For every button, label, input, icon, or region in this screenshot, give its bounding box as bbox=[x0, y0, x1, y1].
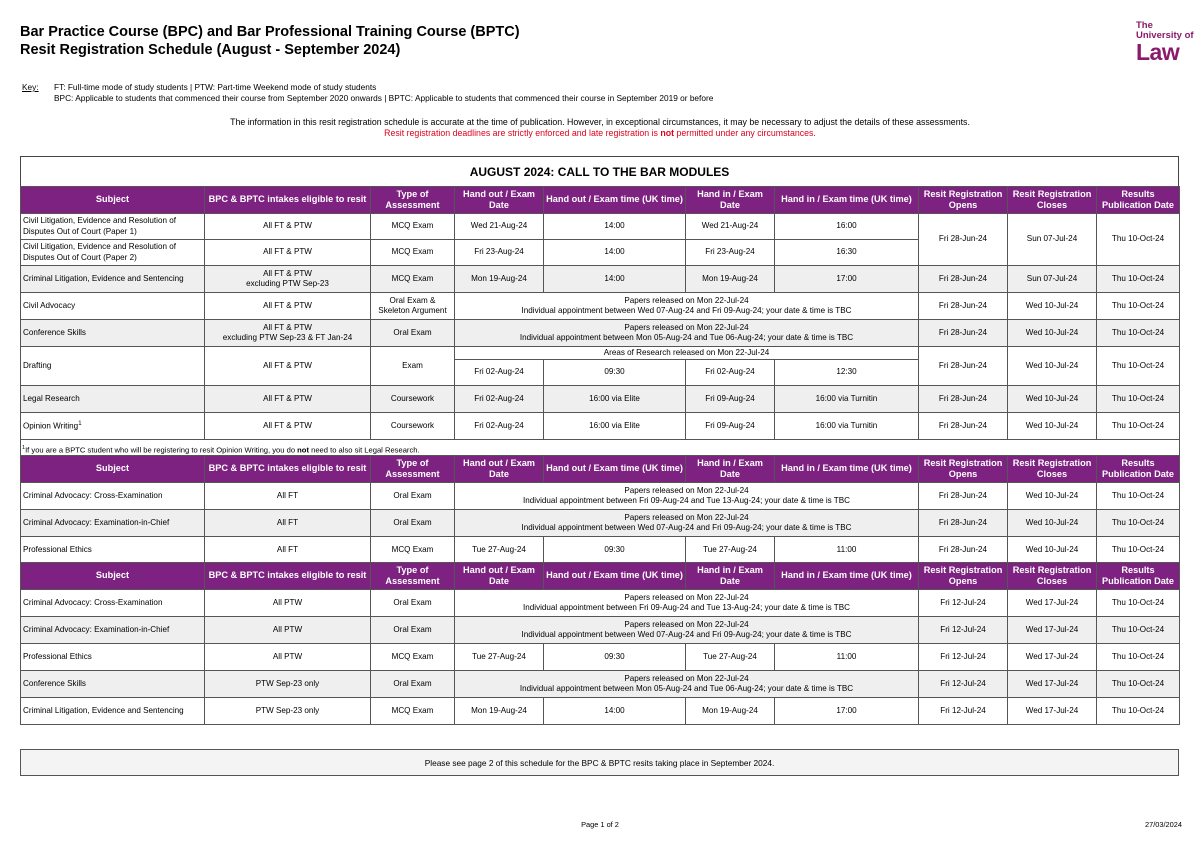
handin-date-cell: Tue 27-Aug-24 bbox=[686, 644, 775, 671]
subject-cell: Criminal Litigation, Evidence and Sentencing bbox=[21, 266, 205, 293]
intakes-cell: All FT & PTW bbox=[205, 214, 371, 240]
table-row bbox=[21, 214, 1180, 240]
reg-closes-cell: Wed 17-Jul-24 bbox=[1008, 671, 1097, 698]
col-handout-time: Hand out / Exam time (UK time) bbox=[544, 187, 686, 214]
col-intakes: BPC & BPTC intakes eligible to resit bbox=[205, 187, 371, 214]
type-cell: Oral Exam bbox=[371, 510, 455, 537]
col-reg-closes: Resit Registration Closes bbox=[1008, 563, 1097, 590]
title-line-2: Resit Registration Schedule (August - September 2024) bbox=[20, 42, 401, 58]
logo-line-2: University of bbox=[1136, 30, 1194, 41]
table-row bbox=[21, 483, 1180, 510]
subject-cell bbox=[21, 413, 205, 440]
info-line-2: Individual appointment between Wed 07-Aug-24 and Fri 09-Aug-24; your date & time is TBC bbox=[521, 523, 852, 532]
table-header-row bbox=[21, 187, 1180, 214]
appointment-info-cell bbox=[455, 510, 919, 537]
notice-line-2-bold: not bbox=[660, 128, 675, 138]
handin-time-cell: 12:30 bbox=[775, 360, 919, 386]
reg-closes-cell: Sun 07-Jul-24 bbox=[1008, 214, 1097, 266]
handout-time-cell: 16:00 via Elite bbox=[544, 413, 686, 440]
intakes-cell: All FT bbox=[205, 537, 371, 564]
results-cell: Thu 10-Oct-24 bbox=[1097, 293, 1180, 320]
type-cell: Exam bbox=[371, 347, 455, 386]
subject-cell: Professional Ethics bbox=[21, 644, 205, 671]
footnote-row bbox=[21, 440, 1180, 456]
key-legend bbox=[22, 82, 713, 103]
intakes-cell bbox=[205, 266, 371, 293]
table-row bbox=[21, 347, 1180, 360]
reg-closes-cell: Wed 10-Jul-24 bbox=[1008, 347, 1097, 386]
results-cell: Thu 10-Oct-24 bbox=[1097, 320, 1180, 347]
type-cell: Oral Exam bbox=[371, 671, 455, 698]
reg-closes-cell: Sun 07-Jul-24 bbox=[1008, 266, 1097, 293]
handin-time-cell: 16:00 bbox=[775, 214, 919, 240]
table-row bbox=[21, 413, 1180, 440]
col-handin-time: Hand in / Exam time (UK time) bbox=[775, 187, 919, 214]
intakes-cell: All PTW bbox=[205, 590, 371, 617]
handout-date-cell: Fri 02-Aug-24 bbox=[455, 413, 544, 440]
type-cell bbox=[371, 293, 455, 320]
university-logo bbox=[1136, 21, 1194, 63]
handout-date-cell: Fri 23-Aug-24 bbox=[455, 240, 544, 266]
reg-opens-cell: Fri 28-Jun-24 bbox=[919, 293, 1008, 320]
info-line-1: Papers released on Mon 22-Jul-24 bbox=[624, 673, 749, 683]
intakes-cell: All FT & PTW bbox=[205, 386, 371, 413]
schedule-table-ft bbox=[20, 455, 1180, 564]
subject-cell: Conference Skills bbox=[21, 671, 205, 698]
type-cell: MCQ Exam bbox=[371, 214, 455, 240]
table-header-row bbox=[21, 563, 1180, 590]
subject-cell: Civil Advocacy bbox=[21, 293, 205, 320]
reg-closes-cell: Wed 10-Jul-24 bbox=[1008, 320, 1097, 347]
type-cell: Coursework bbox=[371, 386, 455, 413]
reg-closes-cell: Wed 10-Jul-24 bbox=[1008, 483, 1097, 510]
subject-cell: Criminal Litigation, Evidence and Sentencing bbox=[21, 698, 205, 725]
handin-date-cell: Mon 19-Aug-24 bbox=[686, 266, 775, 293]
subject-cell: Legal Research bbox=[21, 386, 205, 413]
handout-time-cell: 14:00 bbox=[544, 214, 686, 240]
col-results: Results Publication Date bbox=[1097, 456, 1180, 483]
reg-opens-cell: Fri 28-Jun-24 bbox=[919, 510, 1008, 537]
document-date: 27/03/2024 bbox=[1145, 820, 1182, 829]
type-cell: MCQ Exam bbox=[371, 644, 455, 671]
col-handout-time: Hand out / Exam time (UK time) bbox=[544, 456, 686, 483]
handin-date-cell: Wed 21-Aug-24 bbox=[686, 214, 775, 240]
type-cell: MCQ Exam bbox=[371, 266, 455, 293]
type-cell: Oral Exam bbox=[371, 320, 455, 347]
handin-time-cell: 11:00 bbox=[775, 537, 919, 564]
handout-date-cell: Mon 19-Aug-24 bbox=[455, 266, 544, 293]
col-intakes: BPC & BPTC intakes eligible to resit bbox=[205, 563, 371, 590]
handout-date-cell: Tue 27-Aug-24 bbox=[455, 644, 544, 671]
subject-cell: Professional Ethics bbox=[21, 537, 205, 564]
title-line-1: Bar Practice Course (BPC) and Bar Professional Training Course (BPTC) bbox=[20, 24, 520, 40]
section-title: AUGUST 2024: CALL TO THE BAR MODULES bbox=[20, 156, 1179, 186]
results-cell: Thu 10-Oct-24 bbox=[1097, 590, 1180, 617]
logo-line-1: The bbox=[1136, 20, 1153, 31]
results-cell: Thu 10-Oct-24 bbox=[1097, 347, 1180, 386]
handin-date-cell: Fri 09-Aug-24 bbox=[686, 386, 775, 413]
subject-cell: Civil Litigation, Evidence and Resolution of Disputes Out of Court (Paper 1) bbox=[21, 214, 205, 240]
handout-date-cell: Mon 19-Aug-24 bbox=[455, 698, 544, 725]
reg-opens-cell: Fri 12-Jul-24 bbox=[919, 590, 1008, 617]
subject-cell: Drafting bbox=[21, 347, 205, 386]
handout-time-cell: 14:00 bbox=[544, 240, 686, 266]
subject-cell: Criminal Advocacy: Examination-in-Chief bbox=[21, 617, 205, 644]
reg-opens-cell: Fri 28-Jun-24 bbox=[919, 413, 1008, 440]
col-handout-time: Hand out / Exam time (UK time) bbox=[544, 563, 686, 590]
subject-cell: Civil Litigation, Evidence and Resolution of Disputes Out of Court (Paper 2) bbox=[21, 240, 205, 266]
table-row bbox=[21, 510, 1180, 537]
type-line-2: Skeleton Argument bbox=[378, 306, 447, 315]
handout-time-cell: 09:30 bbox=[544, 537, 686, 564]
intakes-cell: PTW Sep-23 only bbox=[205, 698, 371, 725]
handin-date-cell: Fri 09-Aug-24 bbox=[686, 413, 775, 440]
intakes-line-1: All FT & PTW bbox=[263, 268, 312, 278]
results-cell: Thu 10-Oct-24 bbox=[1097, 617, 1180, 644]
col-handout-date: Hand out / Exam Date bbox=[455, 563, 544, 590]
table-row bbox=[21, 266, 1180, 293]
key-label: Key: bbox=[22, 82, 39, 92]
info-line-1: Papers released on Mon 22-Jul-24 bbox=[624, 322, 749, 332]
handin-date-cell: Tue 27-Aug-24 bbox=[686, 537, 775, 564]
subject-text: Opinion Writing bbox=[23, 422, 79, 432]
type-cell: MCQ Exam bbox=[371, 537, 455, 564]
reg-opens-cell: Fri 12-Jul-24 bbox=[919, 644, 1008, 671]
reg-closes-cell: Wed 10-Jul-24 bbox=[1008, 413, 1097, 440]
reg-closes-cell: Wed 17-Jul-24 bbox=[1008, 617, 1097, 644]
col-intakes: BPC & BPTC intakes eligible to resit bbox=[205, 456, 371, 483]
appointment-info-cell bbox=[455, 293, 919, 320]
handout-date-cell: Wed 21-Aug-24 bbox=[455, 214, 544, 240]
table-row bbox=[21, 617, 1180, 644]
schedule-table-main bbox=[20, 186, 1180, 456]
info-line-2: Individual appointment between Fri 09-Aug-24 and Tue 13-Aug-24; your date & time is TBC bbox=[523, 496, 850, 505]
table-row bbox=[21, 293, 1180, 320]
reg-opens-cell: Fri 28-Jun-24 bbox=[919, 320, 1008, 347]
results-cell: Thu 10-Oct-24 bbox=[1097, 644, 1180, 671]
page-2-note: Please see page 2 of this schedule for the BPC & BPTC resits taking place in September 2024. bbox=[20, 749, 1179, 776]
notice-line-2 bbox=[0, 128, 1200, 139]
reg-closes-cell: Wed 17-Jul-24 bbox=[1008, 644, 1097, 671]
intakes-cell: All FT bbox=[205, 510, 371, 537]
reg-opens-cell: Fri 28-Jun-24 bbox=[919, 386, 1008, 413]
appointment-info-cell bbox=[455, 483, 919, 510]
handout-date-cell: Fri 02-Aug-24 bbox=[455, 386, 544, 413]
reg-opens-cell: Fri 28-Jun-24 bbox=[919, 483, 1008, 510]
intakes-line-2: excluding PTW Sep-23 & FT Jan-24 bbox=[222, 333, 353, 342]
subject-cell: Criminal Advocacy: Examination-in-Chief bbox=[21, 510, 205, 537]
intakes-line-2: excluding PTW Sep-23 bbox=[246, 279, 329, 288]
intakes-cell bbox=[205, 320, 371, 347]
reg-closes-cell: Wed 17-Jul-24 bbox=[1008, 698, 1097, 725]
results-cell: Thu 10-Oct-24 bbox=[1097, 413, 1180, 440]
logo-line-3: Law bbox=[1136, 39, 1180, 65]
appointment-info-cell bbox=[455, 590, 919, 617]
reg-opens-cell: Fri 28-Jun-24 bbox=[919, 537, 1008, 564]
type-cell: Oral Exam bbox=[371, 590, 455, 617]
intakes-cell: All PTW bbox=[205, 617, 371, 644]
handin-date-cell: Fri 23-Aug-24 bbox=[686, 240, 775, 266]
col-type: Type of Assessment bbox=[371, 187, 455, 214]
notice-line-1: The information in this resit registration schedule is accurate at the time of publication. However, in exceptional circumstances, it may be necessary to adjust the details of these assessments. bbox=[230, 117, 970, 127]
intakes-cell: All FT & PTW bbox=[205, 293, 371, 320]
info-line-2: Individual appointment between Mon 05-Aug-24 and Tue 06-Aug-24; your date & time is TBC bbox=[519, 333, 854, 342]
type-cell: Oral Exam bbox=[371, 617, 455, 644]
info-line-1: Papers released on Mon 22-Jul-24 bbox=[624, 485, 749, 495]
results-cell: Thu 10-Oct-24 bbox=[1097, 698, 1180, 725]
col-handout-date: Hand out / Exam Date bbox=[455, 456, 544, 483]
subject-cell: Conference Skills bbox=[21, 320, 205, 347]
type-cell: Oral Exam bbox=[371, 483, 455, 510]
results-cell: Thu 10-Oct-24 bbox=[1097, 483, 1180, 510]
reg-closes-cell: Wed 10-Jul-24 bbox=[1008, 386, 1097, 413]
table-row bbox=[21, 537, 1180, 564]
reg-opens-cell: Fri 12-Jul-24 bbox=[919, 617, 1008, 644]
key-line-1: FT: Full-time mode of study students | PTW: Part-time Weekend mode of study students bbox=[54, 82, 377, 92]
page-title bbox=[20, 23, 520, 59]
info-line-1: Papers released on Mon 22-Jul-24 bbox=[624, 592, 749, 602]
handout-time-cell: 14:00 bbox=[544, 266, 686, 293]
info-line-2: Individual appointment between Wed 07-Aug-24 and Fri 09-Aug-24; your date & time is TBC bbox=[521, 306, 852, 315]
footnote-text-end: need to also sit Legal Research. bbox=[308, 445, 420, 455]
intakes-cell: PTW Sep-23 only bbox=[205, 671, 371, 698]
footnote-number: 1 bbox=[22, 444, 26, 451]
reg-opens-cell: Fri 12-Jul-24 bbox=[919, 671, 1008, 698]
handout-time-cell: 14:00 bbox=[544, 698, 686, 725]
col-handin-date: Hand in / Exam Date bbox=[686, 456, 775, 483]
type-line-1: Oral Exam & bbox=[389, 295, 436, 305]
footnote-text-bold: not bbox=[297, 445, 309, 455]
type-cell: Coursework bbox=[371, 413, 455, 440]
col-reg-closes: Resit Registration Closes bbox=[1008, 187, 1097, 214]
footnote-marker: 1 bbox=[78, 421, 82, 428]
type-cell: MCQ Exam bbox=[371, 240, 455, 266]
intakes-cell: All FT bbox=[205, 483, 371, 510]
intakes-cell: All FT & PTW bbox=[205, 347, 371, 386]
results-cell: Thu 10-Oct-24 bbox=[1097, 214, 1180, 266]
reg-opens-cell: Fri 12-Jul-24 bbox=[919, 698, 1008, 725]
reg-opens-cell: Fri 28-Jun-24 bbox=[919, 214, 1008, 266]
appointment-info-cell bbox=[455, 671, 919, 698]
handout-date-cell: Tue 27-Aug-24 bbox=[455, 537, 544, 564]
col-reg-opens: Resit Registration Opens bbox=[919, 563, 1008, 590]
col-handout-date: Hand out / Exam Date bbox=[455, 187, 544, 214]
col-subject: Subject bbox=[21, 187, 205, 214]
handin-time-cell: 16:30 bbox=[775, 240, 919, 266]
handin-time-cell: 16:00 via Turnitin bbox=[775, 413, 919, 440]
intakes-cell: All FT & PTW bbox=[205, 240, 371, 266]
table-row bbox=[21, 320, 1180, 347]
handin-time-cell: 16:00 via Turnitin bbox=[775, 386, 919, 413]
table-header-row bbox=[21, 456, 1180, 483]
footnote bbox=[21, 440, 1180, 456]
info-line-1: Papers released on Mon 22-Jul-24 bbox=[624, 295, 749, 305]
intakes-cell: All FT & PTW bbox=[205, 413, 371, 440]
reg-opens-cell: Fri 28-Jun-24 bbox=[919, 347, 1008, 386]
info-line-2: Individual appointment between Wed 07-Aug-24 and Fri 09-Aug-24; your date & time is TBC bbox=[521, 630, 852, 639]
handin-time-cell: 17:00 bbox=[775, 698, 919, 725]
table-row bbox=[21, 644, 1180, 671]
handout-time-cell: 09:30 bbox=[544, 360, 686, 386]
table-row bbox=[21, 590, 1180, 617]
handout-time-cell: 09:30 bbox=[544, 644, 686, 671]
schedule-table-ptw bbox=[20, 562, 1180, 725]
reg-closes-cell: Wed 10-Jul-24 bbox=[1008, 510, 1097, 537]
handout-time-cell: 16:00 via Elite bbox=[544, 386, 686, 413]
page-number: Page 1 of 2 bbox=[581, 820, 619, 829]
col-handin-date: Hand in / Exam Date bbox=[686, 187, 775, 214]
col-type: Type of Assessment bbox=[371, 563, 455, 590]
handin-date-cell: Mon 19-Aug-24 bbox=[686, 698, 775, 725]
reg-closes-cell: Wed 10-Jul-24 bbox=[1008, 537, 1097, 564]
type-cell: MCQ Exam bbox=[371, 698, 455, 725]
table-row bbox=[21, 698, 1180, 725]
col-results: Results Publication Date bbox=[1097, 563, 1180, 590]
info-line-2: Individual appointment between Mon 05-Aug-24 and Tue 06-Aug-24; your date & time is TBC bbox=[519, 684, 854, 693]
col-results: Results Publication Date bbox=[1097, 187, 1180, 214]
results-cell: Thu 10-Oct-24 bbox=[1097, 510, 1180, 537]
publication-notice bbox=[0, 117, 1200, 139]
intakes-cell: All PTW bbox=[205, 644, 371, 671]
results-cell: Thu 10-Oct-24 bbox=[1097, 671, 1180, 698]
reg-opens-cell: Fri 28-Jun-24 bbox=[919, 266, 1008, 293]
notice-line-2-end: permitted under any circumstances. bbox=[674, 128, 816, 138]
col-subject: Subject bbox=[21, 456, 205, 483]
col-handin-time: Hand in / Exam time (UK time) bbox=[775, 563, 919, 590]
results-cell: Thu 10-Oct-24 bbox=[1097, 537, 1180, 564]
col-handin-date: Hand in / Exam Date bbox=[686, 563, 775, 590]
col-reg-closes: Resit Registration Closes bbox=[1008, 456, 1097, 483]
col-handin-time: Hand in / Exam time (UK time) bbox=[775, 456, 919, 483]
subject-cell: Criminal Advocacy: Cross-Examination bbox=[21, 590, 205, 617]
handin-date-cell: Fri 02-Aug-24 bbox=[686, 360, 775, 386]
research-release-cell: Areas of Research released on Mon 22-Jul-24 bbox=[455, 347, 919, 360]
info-line-1: Papers released on Mon 22-Jul-24 bbox=[624, 619, 749, 629]
handin-time-cell: 11:00 bbox=[775, 644, 919, 671]
col-type: Type of Assessment bbox=[371, 456, 455, 483]
col-subject: Subject bbox=[21, 563, 205, 590]
results-cell: Thu 10-Oct-24 bbox=[1097, 266, 1180, 293]
appointment-info-cell bbox=[455, 617, 919, 644]
handout-date-cell: Fri 02-Aug-24 bbox=[455, 360, 544, 386]
key-line-2: BPC: Applicable to students that commenced their course from September 2020 onwards | BPTC: Applicable to students that commenced their course in September 2019 or before bbox=[54, 92, 714, 103]
subject-cell: Criminal Advocacy: Cross-Examination bbox=[21, 483, 205, 510]
intakes-line-1: All FT & PTW bbox=[263, 322, 312, 332]
col-reg-opens: Resit Registration Opens bbox=[919, 456, 1008, 483]
col-reg-opens: Resit Registration Opens bbox=[919, 187, 1008, 214]
results-cell: Thu 10-Oct-24 bbox=[1097, 386, 1180, 413]
reg-closes-cell: Wed 17-Jul-24 bbox=[1008, 590, 1097, 617]
appointment-info-cell bbox=[455, 320, 919, 347]
table-row bbox=[21, 671, 1180, 698]
footnote-text-start: If you are a BPTC student who will be registering to resit Opinion Writing, you do bbox=[25, 445, 298, 455]
notice-line-2-start: Resit registration deadlines are strictly enforced and late registration is bbox=[384, 128, 661, 138]
info-line-2: Individual appointment between Fri 09-Aug-24 and Tue 13-Aug-24; your date & time is TBC bbox=[523, 603, 850, 612]
handin-time-cell: 17:00 bbox=[775, 266, 919, 293]
table-row bbox=[21, 386, 1180, 413]
info-line-1: Papers released on Mon 22-Jul-24 bbox=[624, 512, 749, 522]
reg-closes-cell: Wed 10-Jul-24 bbox=[1008, 293, 1097, 320]
